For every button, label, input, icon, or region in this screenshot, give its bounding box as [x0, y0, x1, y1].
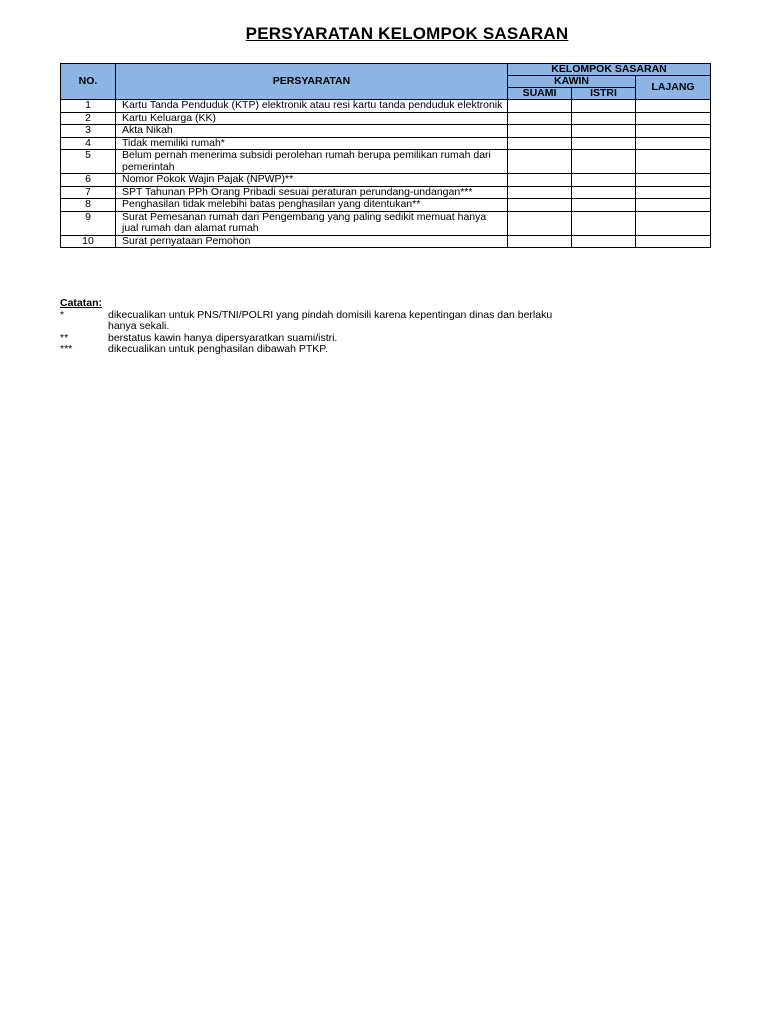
istri-cell: [572, 112, 636, 125]
note-item: [60, 310, 580, 333]
table-row: [61, 100, 711, 113]
notes-list: [60, 310, 580, 356]
table-row: [61, 174, 711, 187]
istri-cell: [572, 211, 636, 235]
requirement-text: Kartu Keluarga (KK): [116, 112, 508, 125]
note-text: dikecualikan untuk penghasilan dibawah PTKP.: [108, 343, 328, 356]
table-body: [61, 100, 711, 248]
istri-cell: [572, 125, 636, 138]
table-row: [61, 186, 711, 199]
lajang-cell: [636, 174, 711, 187]
row-number: 1: [61, 100, 116, 113]
requirement-text: Akta Nikah: [116, 125, 508, 138]
suami-cell: [508, 125, 572, 138]
requirement-text: Surat Pemesanan rumah dari Pengembang yang paling sedikit memuat hanya jual rumah dan alamat rumah: [116, 211, 508, 235]
note-text: dikecualikan untuk PNS/TNI/POLRI yang pindah domisili karena kepentingan dinas dan berlaku hanya sekali.: [108, 308, 553, 333]
row-number: 5: [61, 150, 116, 174]
row-number: 4: [61, 137, 116, 150]
lajang-cell: [636, 186, 711, 199]
requirement-text: Belum pernah menerima subsidi perolehan rumah berupa pemilikan rumah dari pemerintah: [116, 150, 508, 174]
suami-cell: [508, 235, 572, 248]
table-row: [61, 235, 711, 248]
table-row: [61, 112, 711, 125]
row-number: 8: [61, 199, 116, 212]
header-istri: ISTRI: [572, 88, 636, 100]
note-mark: *: [60, 308, 65, 321]
suami-cell: [508, 211, 572, 235]
table-row: [61, 150, 711, 174]
row-number: 9: [61, 211, 116, 235]
requirement-text: Penghasilan tidak melebihi batas penghasilan yang ditentukan**: [116, 199, 508, 212]
istri-cell: [572, 235, 636, 248]
table-row: [61, 211, 711, 235]
notes-heading: Catatan:: [60, 297, 103, 309]
suami-cell: [508, 174, 572, 187]
header-kelompok-sasaran: KELOMPOK SASARAN: [508, 64, 711, 76]
istri-cell: [572, 100, 636, 113]
page-title: PERSYARATAN KELOMPOK SASARAN: [245, 24, 569, 43]
row-number: 10: [61, 235, 116, 248]
note-mark: ***: [60, 343, 73, 356]
table-row: [61, 137, 711, 150]
requirement-text: Surat pernyataan Pemohon: [116, 235, 508, 248]
suami-cell: [508, 137, 572, 150]
requirement-text: Nomor Pokok Wajin Pajak (NPWP)**: [116, 174, 508, 187]
lajang-cell: [636, 137, 711, 150]
istri-cell: [572, 137, 636, 150]
lajang-cell: [636, 100, 711, 113]
suami-cell: [508, 186, 572, 199]
istri-cell: [572, 186, 636, 199]
table-row: [61, 125, 711, 138]
row-number: 3: [61, 125, 116, 138]
row-number: 2: [61, 112, 116, 125]
header-kawin: KAWIN: [508, 76, 636, 88]
requirements-table: [60, 63, 711, 248]
lajang-cell: [636, 150, 711, 174]
header-no: NO.: [61, 64, 116, 100]
requirement-text: Kartu Tanda Penduduk (KTP) elektronik atau resi kartu tanda penduduk elektronik: [116, 100, 508, 113]
header-persyaratan: PERSYARATAN: [116, 64, 508, 100]
lajang-cell: [636, 211, 711, 235]
note-item: [60, 344, 580, 356]
row-number: 7: [61, 186, 116, 199]
requirement-text: SPT Tahunan PPh Orang Pribadi sesuai peraturan perundang-undangan***: [116, 186, 508, 199]
lajang-cell: [636, 199, 711, 212]
suami-cell: [508, 112, 572, 125]
istri-cell: [572, 174, 636, 187]
lajang-cell: [636, 125, 711, 138]
requirement-text: Tidak memiliki rumah*: [116, 137, 508, 150]
suami-cell: [508, 199, 572, 212]
header-suami: SUAMI: [508, 88, 572, 100]
header-lajang: LAJANG: [636, 76, 711, 100]
row-number: 6: [61, 174, 116, 187]
suami-cell: [508, 150, 572, 174]
notes-section: [60, 298, 580, 356]
note-mark: **: [60, 331, 69, 344]
table-header: [61, 64, 711, 100]
istri-cell: [572, 150, 636, 174]
lajang-cell: [636, 235, 711, 248]
note-text: berstatus kawin hanya dipersyaratkan suami/istri.: [108, 331, 338, 344]
suami-cell: [508, 100, 572, 113]
istri-cell: [572, 199, 636, 212]
lajang-cell: [636, 112, 711, 125]
table-row: [61, 199, 711, 212]
